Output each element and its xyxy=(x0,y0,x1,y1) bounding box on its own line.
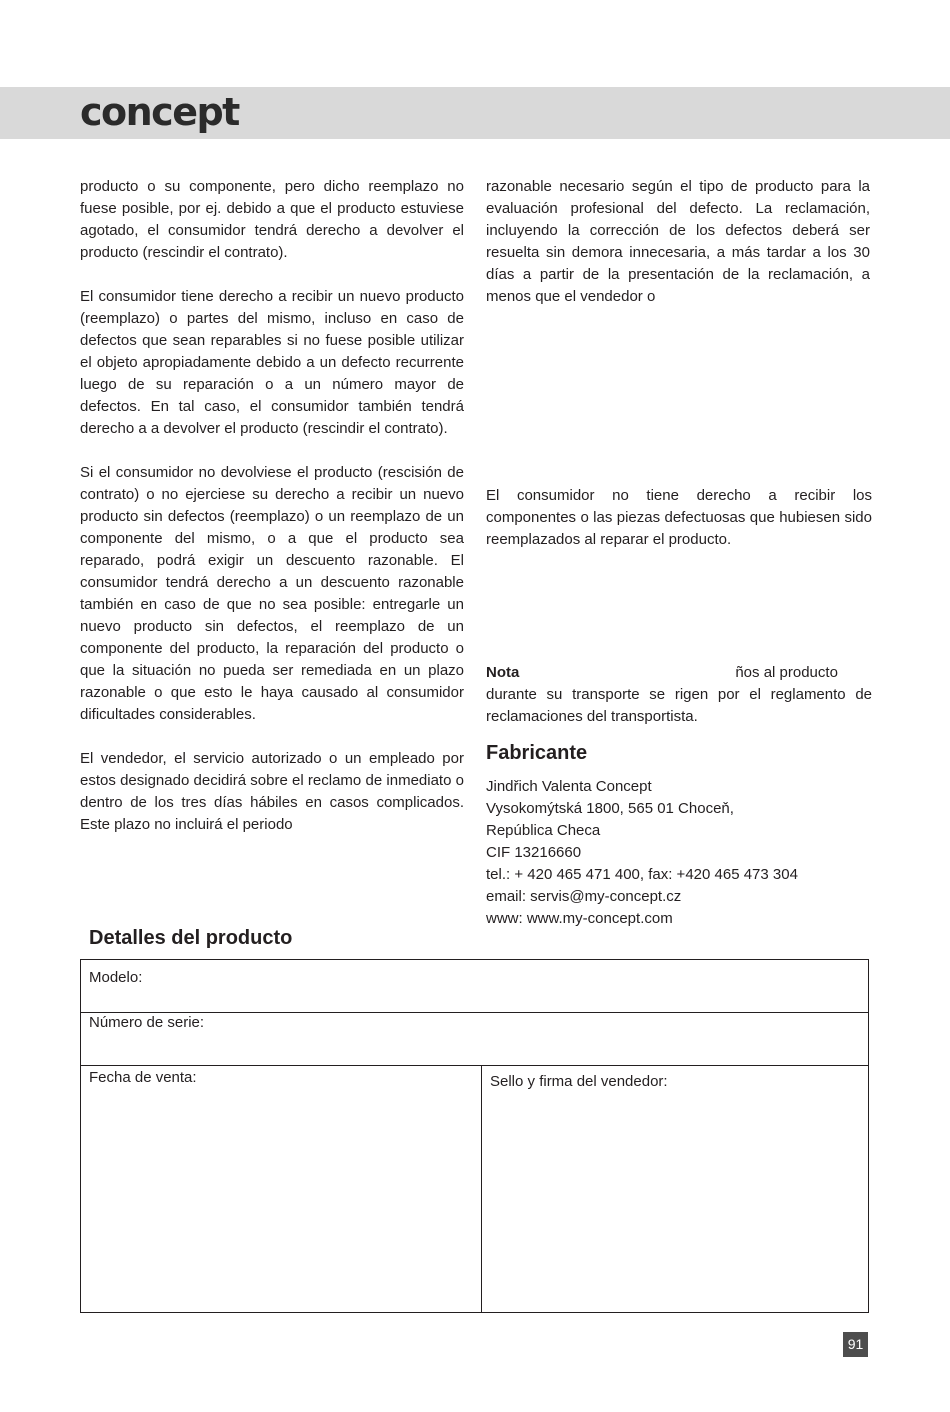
left-column xyxy=(80,176,464,836)
page-number: 91 xyxy=(843,1332,868,1357)
product-details-heading: Detalles del producto xyxy=(89,927,293,949)
note-text-2: durante su transporte se rigen por el reglamento de reclamaciones del transportista. xyxy=(486,686,872,725)
sale-date-cell xyxy=(81,1065,482,1312)
right-paragraph-1: razonable necesario según el tipo de producto para la evaluación profesional del defecto. La reclamación, incluyendo la corrección de los defectos deberá ser resuelta sin demora innecesaria, a más tardar a los 30 días a partir de la presentación de la reclamación, a menos que el vendedor o xyxy=(486,178,870,305)
manufacturer-line: CIF 13216660 xyxy=(486,844,582,861)
left-paragraph-1: producto o su componente, pero dicho reemplazo no fuese posible, por ej. debido a que el producto estuviese agotado, el consumidor tendrá derecho a devolver el producto (rescindir el contrato). xyxy=(80,178,464,261)
left-paragraph-3: Si el consumidor no devolviese el producto (rescisión de contrato) o no ejerciese su derecho a recibir un nuevo producto sin defectos (reemplazo) o un reemplazo de un componente del mismo, o a que el producto sea reparado, podrá exigir un descuento razonable. El consumidor tendrá derecho a un descuento razonable también en caso de que no sea posible: entregarle un nuevo producto sin defectos, el reemplazo de un componente del producto, la reparación del producto o que la situación no pueda ser remediada en un plazo razonable o que esto le haya causado al consumidor dificultades considerables. xyxy=(80,464,464,723)
note-line-1 xyxy=(486,662,872,684)
seller-stamp-cell xyxy=(482,1065,868,1312)
right-paragraph-2: El consumidor no tiene derecho a recibir los componentes o las piezas defectuosas que hubiesen sido reemplazados al reparar el producto. xyxy=(486,487,872,548)
seller-stamp-label: Sello y firma del vendedor: xyxy=(490,1073,668,1090)
manufacturer-line: Vysokomýtská 1800, 565 01 Choceň, xyxy=(486,800,734,817)
manufacturer-heading: Fabricante xyxy=(486,742,588,764)
right-column-middle xyxy=(486,485,872,551)
manufacturer-block xyxy=(486,740,872,930)
manufacturer-line: tel.: + 420 465 471 400, fax: +420 465 473 304 xyxy=(486,866,798,883)
model-row xyxy=(81,960,868,1013)
manufacturer-line: www: www.my-concept.com xyxy=(486,910,673,927)
manufacturer-line: Jindřich Valenta Concept xyxy=(486,778,652,795)
model-label: Modelo: xyxy=(89,969,143,986)
note-label: Nota xyxy=(486,664,520,681)
note-block xyxy=(486,662,872,728)
left-paragraph-2: El consumidor tiene derecho a recibir un nuevo producto (reemplazo) o partes del mismo, incluso en caso de defectos que sean reparables si no fuese posible utilizar el objeto apropiadamente debido a un defecto recurrente luego de su reparación o a un número mayor de defectos. En tal caso, el consumidor también tendrá derecho a a devolver el producto (rescindir el contrato). xyxy=(80,288,464,437)
manufacturer-line: email: servis@my-concept.cz xyxy=(486,888,682,905)
serial-label: Número de serie: xyxy=(89,1014,205,1031)
left-paragraph-4: El vendedor, el servicio autorizado o un empleado por estos designado decidirá sobre el reclamo de inmediato o dentro de los tres días hábiles en casos complicados. Este plazo no incluirá el periodo xyxy=(80,750,464,833)
right-column-top xyxy=(486,176,870,308)
manufacturer-line: República Checa xyxy=(486,822,601,839)
product-details-table xyxy=(80,959,869,1313)
concept-logo: concept xyxy=(80,90,239,134)
serial-row xyxy=(81,1012,868,1066)
note-text-1: ños al producto xyxy=(735,664,838,681)
sale-date-label: Fecha de venta: xyxy=(89,1069,197,1086)
